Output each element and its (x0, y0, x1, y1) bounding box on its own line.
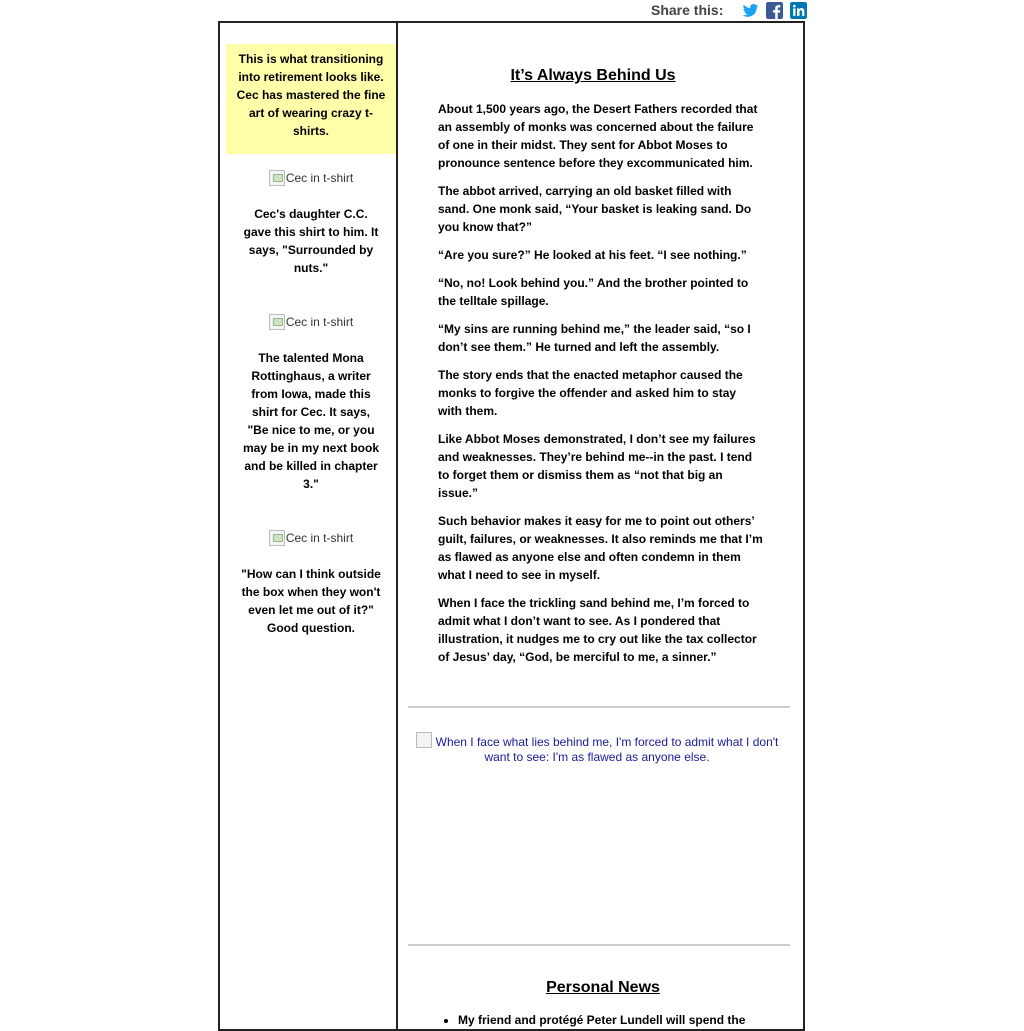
article-paragraph: The story ends that the enacted metaphor caused the monks to forgive the offender and asked him to stay with them. (438, 368, 743, 418)
shirt-caption: The talented Mona Rottinghaus, a writer from Iowa, made this shirt for Cec. It says, "Be nice to me, or you may be in my next book and be killed in chapter 3." (242, 351, 380, 491)
article-paragraph: About 1,500 years ago, the Desert Fathers recorded that an assembly of monks was concerned about the failure of one in their midst. They sent for Abbot Moses to pronounce sentence before they excommunicated him. (438, 102, 758, 170)
article-paragraph: Like Abbot Moses demonstrated, I don’t see my failures and weaknesses. They’re behind me--in the past. I tend to forget them or dismiss them as “not that big an issue.” (438, 432, 756, 500)
shirt-caption: "How can I think outside the box when they won't even let me out of it?" Good question. (241, 567, 381, 635)
shirt-photo-alt: Cec in t-shirt (285, 531, 354, 545)
broken-image-icon (269, 170, 285, 186)
article-paragraph: Such behavior makes it easy for me to point out others’ guilt, failures, or weaknesses. It also reminds me that I’m as flawed as anyone else and often condemn in them what I need to see in myself. (438, 514, 763, 582)
article-paragraph: “My sins are running behind me,” the leader said, “so I don’t see them.” He turned and left the assembly. (438, 322, 751, 354)
quote-image-link[interactable] (412, 732, 782, 765)
article-body (438, 100, 763, 676)
twitter-icon[interactable] (742, 2, 759, 19)
newsletter-frame (218, 21, 805, 1031)
linkedin-icon[interactable] (790, 2, 807, 19)
shirt-photo (269, 314, 353, 330)
article-paragraph: “No, no! Look behind you.” And the brother pointed to the telltale spillage. (438, 276, 749, 308)
sidebar-shirt-item (226, 170, 396, 277)
sidebar (220, 23, 398, 1029)
divider (408, 944, 790, 946)
share-label: Share this: (651, 2, 724, 18)
article-paragraph: When I face the trickling sand behind me, I’m forced to admit what I don’t want to see. As I pondered that illustration, it nudges me to cry out like the tax collector of Jesus’ day, “God, be merciful to me, a sinner.” (438, 596, 757, 664)
shirt-photo-alt: Cec in t-shirt (285, 315, 354, 329)
divider (408, 706, 790, 708)
list-item: • My friend and protégé Peter Lundell will spend the (458, 1011, 798, 1029)
shirt-photo (269, 170, 353, 186)
article-paragraph: The abbot arrived, carrying an old basket filled with sand. One monk said, “Your basket is leaking sand. Do you know that?” (438, 184, 752, 234)
news-list (438, 1011, 798, 1029)
article-title: It’s Always Behind Us (510, 67, 676, 84)
sidebar-shirt-item (226, 314, 396, 493)
shirt-photo (269, 530, 353, 546)
broken-image-icon (269, 314, 285, 330)
shirt-photo-alt: Cec in t-shirt (285, 171, 354, 185)
broken-image-icon (269, 530, 285, 546)
sidebar-note: This is what transitioning into retirement looks like. Cec has mastered the fine art of wearing crazy t-shirts. (226, 44, 396, 154)
article-paragraph: “Are you sure?” He looked at his feet. “I see nothing.” (438, 248, 747, 262)
main-content (398, 23, 803, 1029)
quote-image-alt[interactable]: When I face what lies behind me, I'm forced to admit what I don't want to see: I'm as flawed as anyone else. (435, 735, 779, 764)
news-title: Personal News (546, 979, 660, 996)
sidebar-shirt-item (226, 530, 396, 637)
broken-image-icon (416, 732, 432, 748)
shirt-caption: Cec's daughter C.C. gave this shirt to him. It says, "Surrounded by nuts." (243, 207, 379, 275)
share-bar (651, 0, 807, 20)
facebook-icon[interactable] (766, 2, 783, 19)
